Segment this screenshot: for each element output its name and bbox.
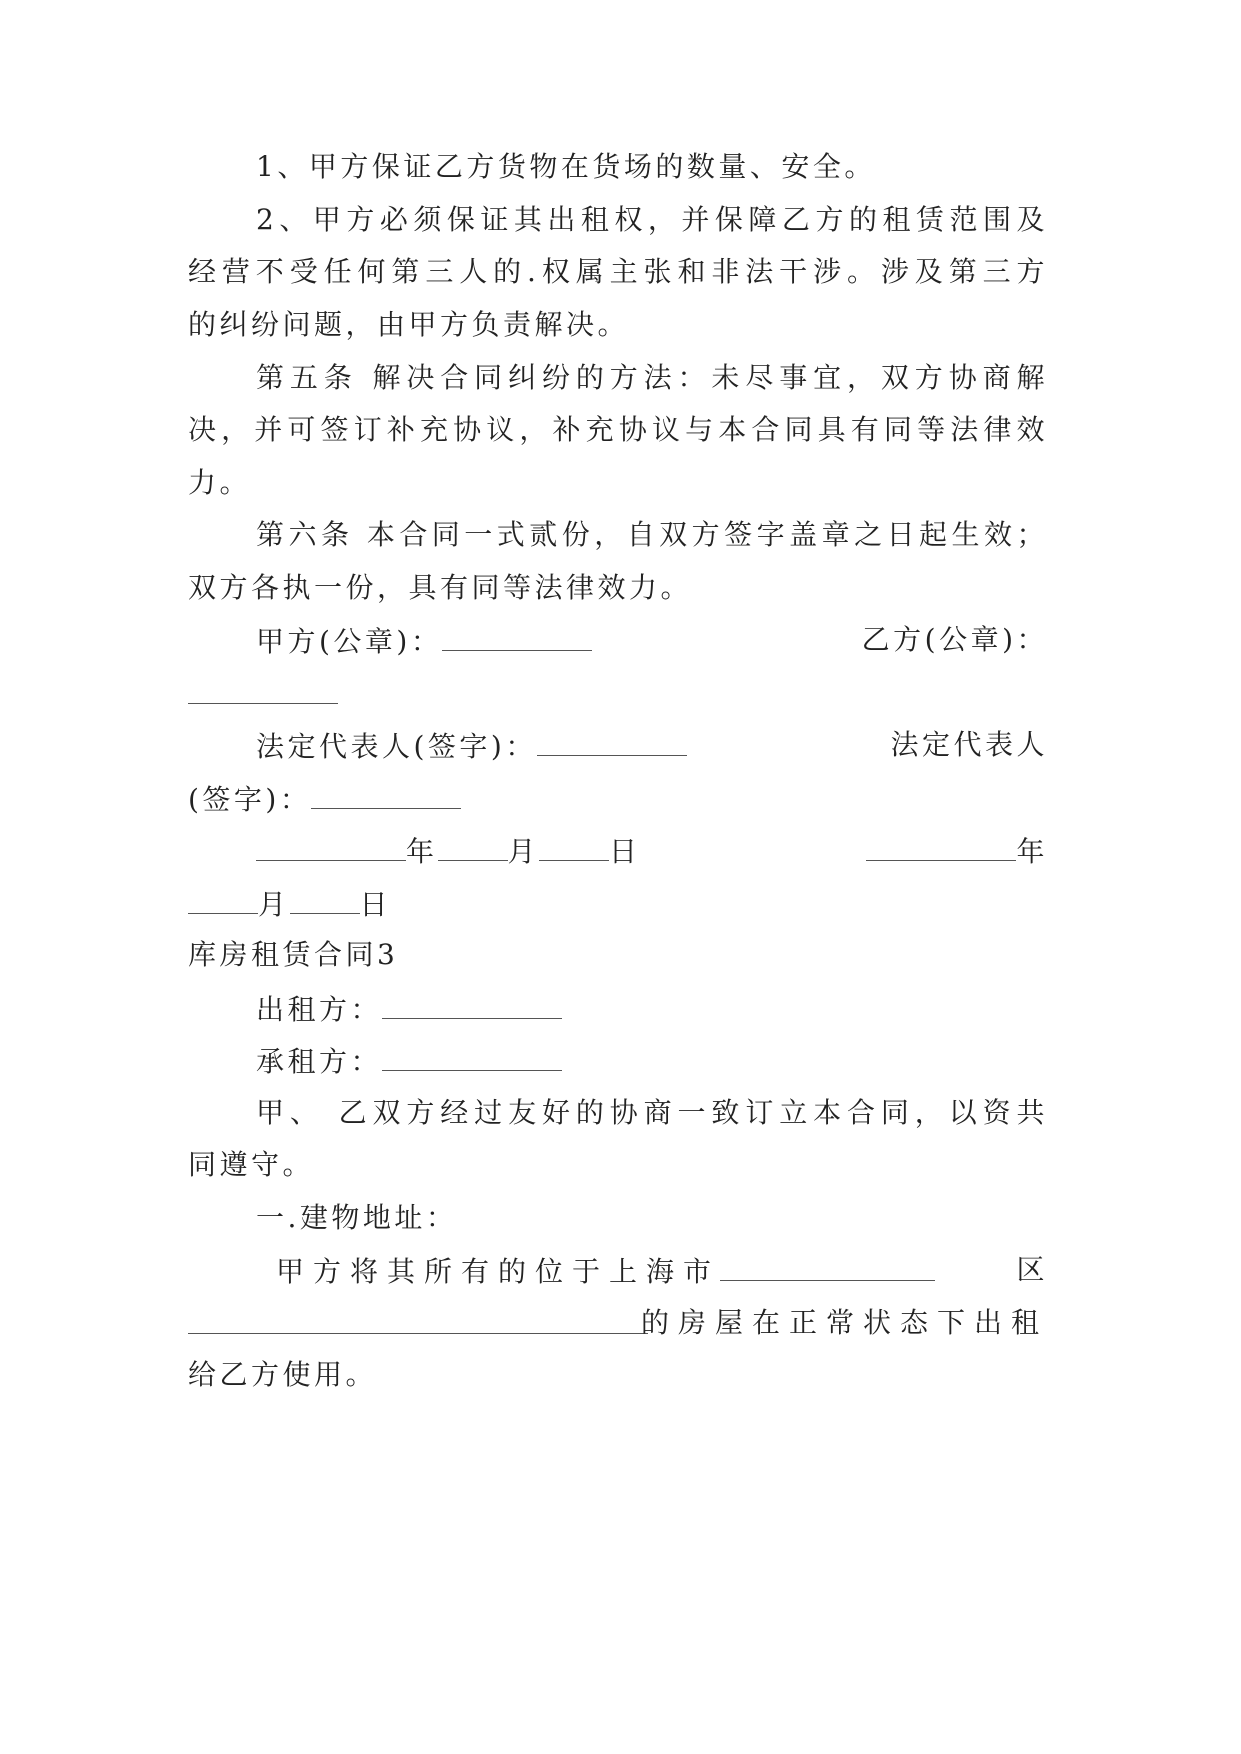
intro-line-2: 同遵守。 — [188, 1148, 315, 1181]
rep-left-blank — [537, 725, 687, 756]
address-line-3: 给乙方使用。 — [188, 1358, 378, 1391]
year-right — [866, 830, 1048, 872]
month-label-right: 月 — [258, 888, 290, 921]
lessor-label: 出租方： — [256, 993, 383, 1026]
year-blank-right — [866, 830, 1016, 861]
lessor-row — [256, 988, 1048, 1028]
date-row — [256, 830, 1048, 870]
clause-2-line-2: 经营不受任何第三人的.权属主张和非法干涉。涉及第三方 — [188, 255, 1048, 288]
address-district-label: 区 — [1016, 1253, 1048, 1286]
lessor-blank — [382, 988, 562, 1019]
section-1-heading: 一.建物地址： — [256, 1201, 458, 1234]
party-b-seal-blank — [188, 673, 338, 704]
article-6-line-2: 双方各执一份，具有同等法律效力。 — [188, 571, 693, 604]
rep-row — [256, 725, 1048, 765]
party-a-seal-blank — [442, 620, 592, 651]
month-label-left: 月 — [507, 835, 540, 868]
rep-left-label: 法定代表人(签字)： — [256, 730, 537, 763]
rep-right-blank — [311, 778, 461, 809]
month-blank-right — [188, 883, 258, 914]
party-b-seal-row — [188, 673, 1048, 713]
rep-right-row — [188, 778, 1048, 818]
rep-right-sign-label: (签字)： — [188, 783, 312, 816]
contract-3-title: 库房租赁合同3 — [188, 938, 399, 971]
article-5-line-3: 力。 — [188, 466, 252, 499]
lessee-row — [256, 1040, 1048, 1080]
clause-2-line-1: 2、甲方必须保证其出租权，并保障乙方的租赁范围及 — [256, 203, 1048, 236]
year-label-right: 年 — [1016, 835, 1048, 868]
address-line-1 — [276, 1250, 1048, 1290]
month-blank-left — [438, 830, 508, 861]
article-6-line-1: 第六条 本合同一式贰份，自双方签字盖章之日起生效； — [256, 518, 1048, 551]
year-blank-left — [256, 830, 406, 861]
day-blank-right — [290, 883, 360, 914]
rep-right-label: 法定代表人 — [890, 728, 1048, 761]
clause-2-line-3: 的纠纷问题，由甲方负责解决。 — [188, 308, 630, 341]
article-5-line-1: 第五条 解决合同纠纷的方法：未尽事宜，双方协商解 — [256, 361, 1048, 394]
lessee-blank — [382, 1040, 562, 1071]
day-label-right: 日 — [359, 888, 392, 921]
clause-1: 1、甲方保证乙方货物在货场的数量、安全。 — [256, 150, 876, 183]
article-5-line-2: 决，并可签订补充协议，补充协议与本合同具有同等法律效 — [188, 413, 1048, 446]
address-line-2 — [188, 1303, 1048, 1343]
intro-line-1: 甲、 乙双方经过友好的协商一致订立本合同，以资共 — [256, 1096, 1048, 1129]
lessee-label: 承租方： — [256, 1045, 383, 1078]
date-right-row — [188, 883, 1048, 923]
day-blank-left — [539, 830, 609, 861]
party-a-seal-label: 甲方(公章)： — [256, 625, 443, 658]
seal-row — [256, 620, 1048, 660]
day-label-left: 日 — [609, 835, 641, 868]
party-b-seal-label: 乙方(公章)： — [861, 623, 1048, 656]
address-blank-1 — [720, 1250, 935, 1281]
address-blank-2 — [188, 1303, 648, 1334]
year-label-left: 年 — [406, 835, 438, 868]
address-text-b: 的房屋在正常状态下出租 — [640, 1306, 1048, 1339]
address-text-a: 甲方将其所有的位于上海市 — [276, 1255, 721, 1288]
